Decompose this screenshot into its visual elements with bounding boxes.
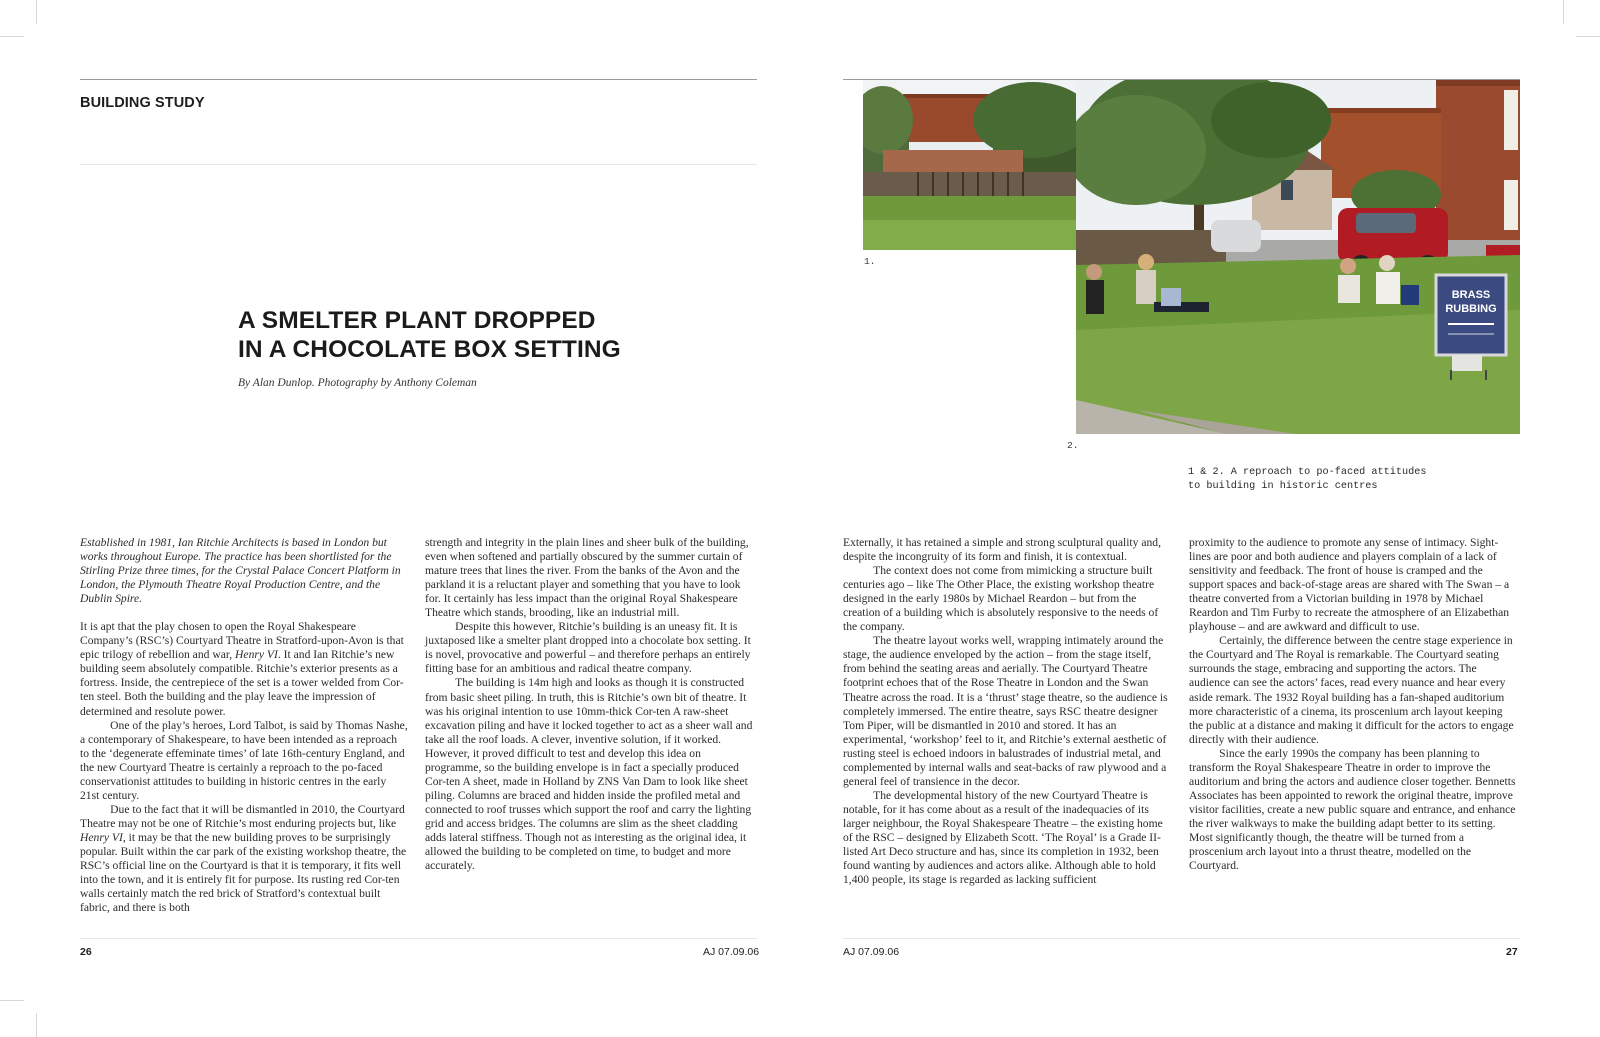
section-label: BUILDING STUDY (80, 95, 205, 111)
paragraph: strength and integrity in the plain lines and sheer bulk of the building, even when softened and partially obscured by the summer curtain of mature trees that lines the river. From the banks of the Avon and the parkland it is a reluctant player and something that you have to look for. It certainly has less impact than the original Royal Shakespeare Theatre which stands, brooding, like an industrial mill. (425, 536, 749, 620)
text-column-3 (843, 536, 1171, 887)
footer-rule-left (80, 938, 757, 939)
text-column-1 (80, 536, 408, 915)
photo-2-number: 2. (1067, 440, 1079, 451)
issue-date-left: AJ 07.09.06 (703, 946, 760, 958)
crop-mark (1563, 0, 1564, 24)
crop-mark (36, 0, 37, 24)
sign-text-2: RUBBING (1445, 303, 1497, 315)
crop-mark (0, 1000, 24, 1001)
paragraph: proximity to the audience to promote any sense of intimacy. Sight-lines are poor and both audience and players complain of a lack of sensitivity and feedback. The front of house is cramped and the support spaces and back-of-stage areas are shared with The Swan – a theatre converted from a Victorian building in 1978 by Michael Reardon and Tim Furby to recreate the atmosphere of an Elizabethan playhouse – and are awkward and difficult to use. (1189, 536, 1510, 634)
crop-mark (36, 1013, 37, 1037)
page-number-right: 27 (1506, 946, 1518, 958)
sign-text-1: BRASS (1451, 289, 1491, 301)
header-rule-left (80, 79, 757, 80)
photo-2 (1076, 80, 1520, 434)
intro-paragraph: Established in 1981, Ian Ritchie Architects is based in London but works throughout Europe. The practice has been shortlisted for the Stirling Prize three times, for the Crystal Palace Concert Platform in London, the Plymouth Theatre Royal Production Centre, and the Dublin Spire. (80, 536, 401, 606)
paragraph: The theatre layout works well, wrapping intimately around the stage, the audience enveloped by the action – from the stage itself, from behind the seating areas and aerially. The Courtyard Theatre footprint echoes that of the Rose Theatre in London and the Swan Theatre across the road. It is a ‘thrust’ stage theatre, so the audience is completely immersed. The entire theatre, says RSC theatre designer Tom Piper, will be dismantled in 2010 and stored. It has an experimental, ‘workshop’ feel to it, and Ritchie’s external aesthetic of rusting steel is echoed indoors in balustrades of industrial metal, and complemented by internal walls and seat-backs of raw plywood and a general feel of transience in the decor. (843, 634, 1168, 788)
paragraph: It is apt that the play chosen to open the Royal Shakespeare Company’s (RSC’s) Courtyard Theatre in Stratford-upon-Avon is that epic trilogy of rebellion and war, Henry VI. It and Ian Ritchie’s new building seem absolutely compatible. Ritchie’s exterior presents as a fortress. Inside, the centrepiece of the set is a tower welded from Cor-ten steel. Both the building and the play leave the impression of determined and resolute power. (80, 620, 404, 718)
crop-mark (0, 36, 24, 37)
paragraph: Due to the fact that it will be dismantled in 2010, the Courtyard Theatre may not be one of Ritchie’s most enduring projects but, like Henry VI, it may be that the new building proves to be surprisingly popular. Built within the car park of the existing workshop theatre, the RSC’s official line on the Courtyard is that it is temporary, it fits well into the town, and it is entirely fit for purpose. Its rusting red Cor-ten walls certainly match the red brick of Stratford’s contextual built fabric, and there is both (80, 802, 407, 915)
page-number-left: 26 (80, 946, 92, 958)
photo-1-illustration (863, 80, 1076, 250)
photo-1 (863, 80, 1076, 250)
photo-caption-line-1: 1 & 2. A reproach to po-faced attitudes (1188, 467, 1427, 478)
photo-2-illustration (1076, 80, 1520, 434)
crop-mark (1576, 36, 1600, 37)
photo-caption (1188, 466, 1426, 494)
paragraph: The developmental history of the new Courtyard Theatre is notable, for it has come about as a result of the inadequacies of its larger neighbour, the Royal Shakespeare Theatre – the existing home of the RSC – designed by Elizabeth Scott. ‘The Royal’ is a Grade II-listed Art Deco structure and has, since its completion in 1932, been found wanting by audiences and actors alike. Although able to hold 1,400 people, its stage is regarded as lacking sufficient (843, 788, 1163, 887)
footer-rule-right (843, 938, 1520, 939)
paragraph: Certainly, the difference between the centre stage experience in the Courtyard and The Royal is remarkable. The Courtyard seating surrounds the stage, embracing and supporting the actors. The audience can see the actors’ faces, read every nuance and hear every aside remark. The 1932 Royal building has a fan-shaped auditorium more characteristic of a cinema, its proscenium arch layout keeping the public at a distance and making it difficult for the actors to engage directly with their audience. (1189, 634, 1514, 746)
photo-caption-line-2: to building in historic centres (1188, 481, 1378, 492)
paragraph: Externally, it has retained a simple and strong sculptural quality and, despite the incongruity of its form and finish, it is contextual. (843, 536, 1161, 564)
paragraph: Despite this however, Ritchie’s building is an uneasy fit. It is juxtaposed like a smelter plant dropped into a chocolate box setting. It is novel, provocative and powerful – and therefore perhaps an entirely fitting base for an ambitious and radical theatre company. (425, 620, 751, 676)
issue-date-right: AJ 07.09.06 (843, 946, 900, 958)
paragraph: Since the early 1990s the company has been planning to transform the Royal Shakespeare Theatre in order to improve the auditorium and bring the actors and audience closer together. Bennetts Associates has been appointed to rework the original theatre, improve visitor facilities, create a new public square and entrance, and enhance the river walkways to make the building adapt better to its setting. Most significantly though, the theatre will be turned from a proscenium arch layout into a thrust theatre, modelled on the Courtyard. (1189, 746, 1516, 873)
headline-line-2: IN A CHOCOLATE BOX SETTING (238, 336, 621, 363)
paragraph: The context does not come from mimicking a structure built centuries ago – like The Other Place, the existing workshop theatre designed in the early 1980s by Michael Reardon – but from the creation of a building which is absolutely responsive to the needs of the company. (843, 564, 1159, 634)
header-subrule-left (80, 164, 757, 165)
paragraph: The building is 14m high and looks as though it is constructed from basic sheet piling. In truth, this is Ritchie’s own bit of theatre. It was his original intention to use 10mm-thick Cor-ten A raw-sheet excavation piling and have it locked together to act as a sheer wall and take all the roof loads. A clever, inventive solution, if it worked. However, it proved difficult to test and develop this idea on programme, so the building envelope is in fact a specially produced Cor-ten A sheet, made in Holland by ZNS Van Dam to look like sheet piling. Columns are braced and hidden inside the profiled metal and connected to roof trusses which support the roof and carry the lighting grid and access bridges. The columns are slim as the sheet cladding adds lateral stiffness. Though not as interesting as the original idea, it allowed the building to be completed on time, to budget and more accurately. (425, 676, 753, 873)
paragraph: One of the play’s heroes, Lord Talbot, is said by Thomas Nashe, a contemporary of Shakespeare, to have been intended as a reproach to the ‘degenerate effeminate times’ of late 16th-century England, and the new Courtyard Theatre is certainly a reproach to the po-faced conservationist attitudes to building in historic centres in the early 21st century. (80, 718, 408, 802)
text-column-2 (425, 536, 753, 873)
headline-line-1: A SMELTER PLANT DROPPED (238, 307, 596, 334)
photo-1-number: 1. (864, 256, 876, 267)
byline: By Alan Dunlop. Photography by Anthony Coleman (238, 377, 477, 389)
text-column-4 (1189, 536, 1517, 873)
headline (238, 306, 658, 364)
